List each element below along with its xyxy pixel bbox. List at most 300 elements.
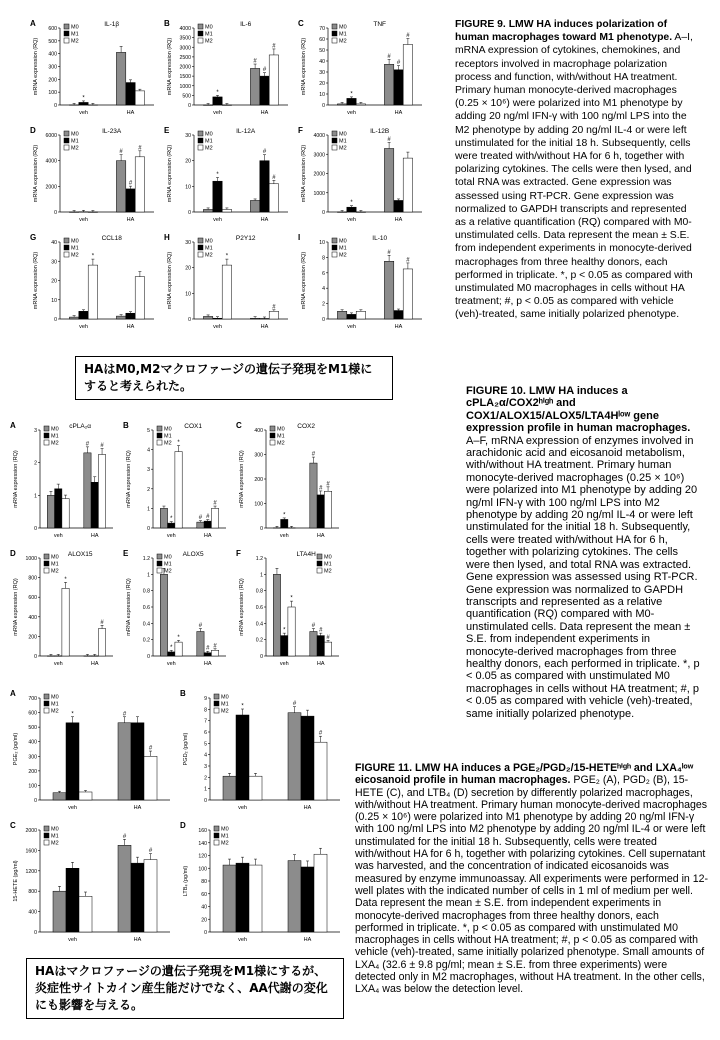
y-axis-label: mRNA expression (RQ) <box>301 144 307 203</box>
bar-M0-HA <box>118 723 131 800</box>
figure-11-caption <box>355 762 710 1040</box>
legend-label: M2 <box>277 440 285 447</box>
bar-M1-veh <box>213 181 222 212</box>
y-axis-label: mRNA expression (RQ) <box>301 251 307 310</box>
bar-M2-HA <box>314 854 327 932</box>
y-tick-label: 30 <box>185 133 191 139</box>
legend-label: M1 <box>277 433 285 440</box>
bar-M2-HA <box>98 455 105 529</box>
legend-swatch-M2 <box>44 708 49 713</box>
figure-10-panels <box>10 420 350 680</box>
legend-swatch-M1 <box>44 561 49 566</box>
legend-label: M2 <box>51 568 59 575</box>
y-tick-label: 3000 <box>179 45 191 52</box>
bar-M0-veh <box>47 495 54 528</box>
y-tick-label: 0 <box>188 210 191 216</box>
significance-mark: # <box>262 67 267 74</box>
chart-title: IL-12B <box>370 128 390 135</box>
chart-11D <box>180 821 340 943</box>
y-tick-label: 200 <box>28 634 37 641</box>
figure-9-note-text: HAはM0,M2マクロファージの遺伝子発現をM1様にすると考えられた。 <box>84 362 373 393</box>
y-tick-label: 4000 <box>179 26 191 32</box>
x-tick-label: HA <box>303 937 312 943</box>
legend-label: M0 <box>71 24 79 31</box>
significance-mark: * <box>170 516 173 523</box>
bar-M1-veh <box>168 523 175 528</box>
bar-M2-veh <box>356 104 365 105</box>
bar-M2-HA <box>403 269 412 319</box>
panel-letter: F <box>236 549 241 558</box>
legend-swatch-M1 <box>198 245 203 250</box>
chart-title: TNF <box>373 21 387 28</box>
y-tick-label: 3 <box>147 467 150 474</box>
chart-title: COX2 <box>297 423 316 430</box>
y-tick-label: 100 <box>48 90 57 97</box>
bar-M0-HA <box>197 632 204 657</box>
legend-swatch-M2 <box>44 840 49 845</box>
x-tick-label: HA <box>316 661 325 667</box>
y-tick-label: 400 <box>28 614 37 621</box>
legend-swatch-M1 <box>270 433 275 438</box>
bar-M2-HA <box>269 55 278 105</box>
bar-M1-veh <box>79 311 88 319</box>
bar-M2-HA <box>269 311 278 319</box>
bar-M1-HA <box>260 318 269 319</box>
significance-mark: # <box>319 485 323 492</box>
legend-label: M1 <box>71 138 79 145</box>
bar-M1-veh <box>79 102 88 105</box>
y-tick-label: 60 <box>319 37 325 43</box>
x-tick-label: HA <box>126 324 135 330</box>
significance-mark: # <box>206 645 210 652</box>
y-tick-label: 30 <box>51 259 57 266</box>
significance-mark: # <box>406 257 410 264</box>
legend-swatch-M2 <box>157 440 162 445</box>
y-tick-label: 200 <box>254 477 263 483</box>
y-tick-label: 2000 <box>179 64 191 71</box>
legend-label: M0 <box>71 131 79 138</box>
y-tick-label: 40 <box>319 59 325 65</box>
y-tick-label: 10 <box>51 297 57 304</box>
y-tick-label: 3 <box>204 764 207 770</box>
bar-M1-HA <box>301 716 314 800</box>
y-tick-label: 100 <box>28 783 37 790</box>
y-tick-label: 0.8 <box>142 588 150 595</box>
legend-swatch-M0 <box>64 131 69 136</box>
y-axis-label: 15-HETE (pg/ml) <box>13 860 19 902</box>
bar-M0-veh <box>69 317 78 319</box>
chart-10E <box>123 549 226 667</box>
bar-M0-HA <box>116 316 125 319</box>
y-tick-label: 30 <box>319 70 325 76</box>
significance-mark: # <box>253 58 257 65</box>
y-tick-label: 400 <box>28 739 37 746</box>
legend-label: M2 <box>71 145 79 152</box>
bar-M0-veh <box>53 793 66 800</box>
legend-label: M2 <box>71 252 79 259</box>
legend-swatch-M1 <box>198 138 203 143</box>
y-tick-label: 0 <box>34 654 37 660</box>
chart-10D <box>10 549 113 667</box>
chart-title: ALOX5 <box>182 551 204 558</box>
y-tick-label: 2 <box>204 775 207 782</box>
y-tick-label: 0 <box>147 654 150 660</box>
y-tick-label: 6000 <box>45 133 57 139</box>
legend-label: M0 <box>164 554 172 561</box>
legend-swatch-M0 <box>332 238 337 243</box>
y-tick-label: 600 <box>28 595 37 602</box>
bar-M2-HA <box>269 184 278 212</box>
bar-M0-veh <box>160 508 167 528</box>
y-tick-label: 0 <box>54 317 57 323</box>
y-tick-label: 40 <box>201 904 207 911</box>
legend-label: M1 <box>71 31 79 38</box>
x-tick-label: veh <box>347 110 356 116</box>
significance-mark: # <box>326 481 330 488</box>
y-tick-label: 300 <box>28 754 37 761</box>
legend-label: M0 <box>205 24 213 31</box>
bar-M0-HA <box>384 261 393 319</box>
significance-mark: # <box>262 149 267 156</box>
y-tick-label: 100 <box>254 501 263 508</box>
panel-letter: D <box>180 821 186 830</box>
bar-M0-veh <box>337 311 346 319</box>
significance-mark: # <box>119 149 123 156</box>
x-tick-label: veh <box>79 324 88 330</box>
chart-9F <box>298 126 422 223</box>
bar-M0-HA <box>116 52 125 105</box>
y-tick-label: 0 <box>260 526 263 532</box>
y-tick-label: 0.8 <box>255 588 263 595</box>
panel-letter: H <box>164 233 170 242</box>
legend-swatch-M0 <box>317 554 322 559</box>
legend-label: M0 <box>51 826 59 833</box>
significance-mark: # <box>311 451 316 458</box>
chart-9D <box>30 126 154 223</box>
bar-M1-veh <box>168 652 175 656</box>
legend-label: M2 <box>205 38 213 45</box>
bar-M1-veh <box>236 715 249 800</box>
bar-M1-veh <box>347 207 356 212</box>
legend-swatch-M0 <box>44 694 49 699</box>
y-tick-label: 7 <box>204 718 207 725</box>
y-axis-label: mRNA expression (RQ) <box>301 37 307 96</box>
y-tick-label: 1.2 <box>255 556 263 562</box>
y-tick-label: 20 <box>319 81 325 87</box>
y-tick-label: 0.6 <box>255 605 263 611</box>
legend-label: M0 <box>205 238 213 245</box>
y-tick-label: 300 <box>254 452 263 459</box>
chart-10B <box>123 421 226 539</box>
significance-mark: # <box>272 304 276 311</box>
legend-swatch-M2 <box>64 145 69 150</box>
y-tick-label: 1500 <box>179 74 191 81</box>
bar-M0-HA <box>84 453 91 528</box>
x-tick-label: HA <box>260 110 269 116</box>
chart-10C <box>236 421 339 539</box>
y-tick-label: 2 <box>34 460 37 467</box>
y-tick-label: 8 <box>322 255 325 262</box>
significance-mark: * <box>91 253 95 260</box>
y-tick-label: 600 <box>48 26 57 32</box>
bar-M2-veh <box>249 776 262 800</box>
x-tick-label: veh <box>279 533 289 539</box>
y-tick-label: 0 <box>54 210 57 216</box>
bar-M1-HA <box>394 311 403 319</box>
y-tick-label: 0 <box>34 930 37 936</box>
significance-mark: * <box>225 253 229 260</box>
bar-M2-veh <box>79 896 92 932</box>
legend-label: M2 <box>205 145 213 152</box>
legend-label: M0 <box>164 426 172 433</box>
x-tick-label: veh <box>213 324 222 330</box>
legend-label: M0 <box>339 238 347 245</box>
significance-mark: * <box>177 440 180 447</box>
y-tick-label: 2000 <box>45 184 57 191</box>
x-tick-label: HA <box>133 805 142 811</box>
x-tick-label: HA <box>90 533 99 539</box>
y-tick-label: 2000 <box>313 171 325 178</box>
y-axis-label: mRNA expression (RQ) <box>239 450 245 508</box>
legend-label: M0 <box>71 238 79 245</box>
panel-letter: D <box>10 549 16 558</box>
legend-label: M2 <box>164 440 172 447</box>
figure-11-note <box>26 958 344 1019</box>
bar-M2-HA <box>211 650 218 656</box>
y-tick-label: 1 <box>147 572 150 579</box>
legend-swatch-M2 <box>64 252 69 257</box>
x-tick-label: veh <box>79 217 88 223</box>
y-tick-label: 20 <box>185 158 191 165</box>
legend-label: M1 <box>51 701 59 708</box>
figure-9-caption <box>455 18 700 322</box>
panel-letter: F <box>298 126 303 135</box>
y-tick-label: 0 <box>322 103 325 109</box>
legend-swatch-M1 <box>332 138 337 143</box>
legend-label: M0 <box>339 24 347 31</box>
significance-mark: # <box>292 701 297 708</box>
legend-label: M1 <box>205 138 213 145</box>
significance-mark: # <box>206 514 210 521</box>
chart-9C <box>298 19 422 116</box>
x-tick-label: HA <box>126 110 135 116</box>
bar-M1-HA <box>131 863 144 932</box>
y-tick-label: 10 <box>185 184 191 191</box>
x-tick-label: veh <box>238 805 247 811</box>
legend-swatch-M2 <box>157 568 162 573</box>
legend-swatch-M1 <box>157 433 162 438</box>
legend-swatch-M2 <box>214 708 219 713</box>
legend-swatch-M1 <box>157 561 162 566</box>
legend-label: M1 <box>221 701 229 708</box>
panel-letter: B <box>123 421 129 430</box>
y-tick-label: 400 <box>28 909 37 916</box>
legend-swatch-M2 <box>44 440 49 445</box>
legend-label: M2 <box>339 38 347 45</box>
significance-mark: * <box>216 172 219 179</box>
bar-M2-veh <box>175 452 182 528</box>
y-axis-label: LTB₄ (pg/ml) <box>183 865 189 897</box>
legend-swatch-M1 <box>332 245 337 250</box>
bar-M1-HA <box>91 482 98 528</box>
figure-11-panels <box>10 688 350 953</box>
x-tick-label: HA <box>260 217 269 223</box>
significance-mark: # <box>100 619 104 626</box>
bar-M1-HA <box>204 521 211 528</box>
significance-mark: # <box>122 833 127 840</box>
y-tick-label: 0 <box>204 930 207 936</box>
bar-M1-veh <box>55 489 62 528</box>
y-tick-label: 0 <box>322 210 325 216</box>
x-tick-label: veh <box>53 661 63 667</box>
x-tick-label: veh <box>213 110 222 116</box>
legend-label: M1 <box>164 561 172 568</box>
fig10-svg <box>10 420 349 676</box>
legend-label: M1 <box>51 833 59 840</box>
significance-mark: # <box>406 33 410 39</box>
chart-9B <box>164 19 288 116</box>
y-tick-label: 100 <box>198 866 207 873</box>
y-tick-label: 20 <box>51 278 57 285</box>
legend-label: M1 <box>164 433 172 440</box>
significance-mark: # <box>318 730 323 737</box>
y-tick-label: 1.2 <box>142 556 150 562</box>
bar-M2-HA <box>98 629 105 656</box>
x-tick-label: HA <box>394 324 403 330</box>
y-tick-label: 1 <box>34 493 37 500</box>
significance-mark: * <box>283 512 286 519</box>
legend-swatch-M1 <box>198 31 203 36</box>
y-tick-label: 80 <box>201 879 207 885</box>
legend-swatch-M2 <box>270 440 275 445</box>
legend-swatch-M2 <box>332 252 337 257</box>
y-tick-label: 70 <box>319 26 325 32</box>
x-tick-label: veh <box>166 533 176 539</box>
legend-swatch-M0 <box>64 24 69 29</box>
bar-M2-HA <box>314 742 327 800</box>
panel-letter: C <box>10 821 16 830</box>
bar-M1-veh <box>236 863 249 932</box>
bar-M2-veh <box>62 499 69 528</box>
y-axis-label: mRNA expression (RQ) <box>33 144 39 203</box>
chart-9I <box>298 233 422 330</box>
y-tick-label: 0 <box>188 317 191 323</box>
bar-M1-veh <box>213 97 222 105</box>
y-axis-label: mRNA expression (RQ) <box>167 37 173 96</box>
x-tick-label: veh <box>166 661 176 667</box>
y-tick-label: 3500 <box>179 35 191 42</box>
legend-swatch-M2 <box>44 568 49 573</box>
y-tick-label: 0 <box>188 103 191 109</box>
bar-M0-HA <box>250 200 259 212</box>
chart-title: IL-10 <box>372 235 388 242</box>
chart-title: cPLA₂α <box>69 423 92 430</box>
legend-swatch-M1 <box>64 245 69 250</box>
legend-label: M0 <box>277 426 285 433</box>
chart-10A <box>10 421 113 539</box>
bar-M0-veh <box>203 316 212 319</box>
legend-swatch-M0 <box>157 554 162 559</box>
figure-10-caption-title: FIGURE 10. LMW HA induces a cPLA₂α/COX2ʰⁱᵍʰ and COX1/ALOX15/ALOX5/LTA4Hˡᵒʷ gene expression profile in human macrophages. <box>466 385 691 435</box>
bar-M0-veh <box>53 891 66 932</box>
panel-letter: D <box>30 126 36 135</box>
significance-mark: * <box>283 627 286 634</box>
bar-M1-HA <box>301 867 314 932</box>
y-tick-label: 0.2 <box>142 637 150 644</box>
legend-label: M0 <box>221 694 229 701</box>
bar-M0-HA <box>310 632 317 657</box>
y-tick-label: 4 <box>204 752 207 759</box>
chart-title: IL-23A <box>102 128 122 135</box>
y-tick-label: 0 <box>147 526 150 532</box>
legend-label: M2 <box>51 440 59 447</box>
y-tick-label: 0 <box>322 317 325 323</box>
chart-title: IL-6 <box>240 21 252 28</box>
bar-M2-veh <box>249 865 262 932</box>
fig11-svg <box>10 688 350 952</box>
bar-M1-veh <box>213 318 222 319</box>
y-tick-label: 200 <box>28 768 37 775</box>
chart-9A <box>30 19 154 116</box>
bar-M0-HA <box>384 64 393 105</box>
legend-swatch-M1 <box>44 833 49 838</box>
bar-M0-HA <box>384 148 393 212</box>
y-tick-label: 2 <box>147 486 150 493</box>
bar-M2-veh <box>222 265 231 319</box>
legend-label: M1 <box>51 561 59 568</box>
bar-M0-veh <box>160 574 167 656</box>
bar-M2-HA <box>144 860 157 932</box>
y-tick-label: 0 <box>54 103 57 109</box>
bar-M2-HA <box>135 157 144 212</box>
bar-M0-HA <box>250 318 259 319</box>
y-tick-label: 140 <box>198 840 207 847</box>
legend-label: M0 <box>339 131 347 138</box>
legend-swatch-M0 <box>332 24 337 29</box>
panel-letter: E <box>123 549 129 558</box>
y-tick-label: 400 <box>254 428 263 434</box>
chart-9E <box>164 126 288 223</box>
x-tick-label: HA <box>203 661 212 667</box>
bar-M1-HA <box>394 200 403 212</box>
legend-swatch-M2 <box>198 145 203 150</box>
y-tick-label: 800 <box>28 889 37 896</box>
chart-9H <box>164 233 288 330</box>
legend-label: M2 <box>51 840 59 847</box>
panel-letter: A <box>30 19 36 28</box>
y-axis-label: mRNA expression (RQ) <box>13 450 19 508</box>
legend-label: M2 <box>51 708 59 715</box>
panel-letter: A <box>10 421 16 430</box>
bar-M0-HA <box>250 68 259 105</box>
y-tick-label: 500 <box>48 38 57 45</box>
bar-M2-HA <box>135 91 144 105</box>
significance-mark: * <box>170 644 173 651</box>
significance-mark: * <box>350 91 353 98</box>
chart-title: CCL18 <box>101 235 122 242</box>
x-tick-label: HA <box>394 110 403 116</box>
bar-M0-veh <box>273 574 280 656</box>
legend-swatch-M1 <box>214 833 219 838</box>
x-tick-label: veh <box>279 661 289 667</box>
panel-letter: C <box>236 421 242 430</box>
legend-swatch-M1 <box>64 31 69 36</box>
significance-mark: # <box>319 627 323 634</box>
bar-M1-HA <box>317 636 324 656</box>
y-tick-label: 600 <box>28 710 37 717</box>
bar-M2-veh <box>79 792 92 800</box>
legend-label: M0 <box>51 426 59 433</box>
